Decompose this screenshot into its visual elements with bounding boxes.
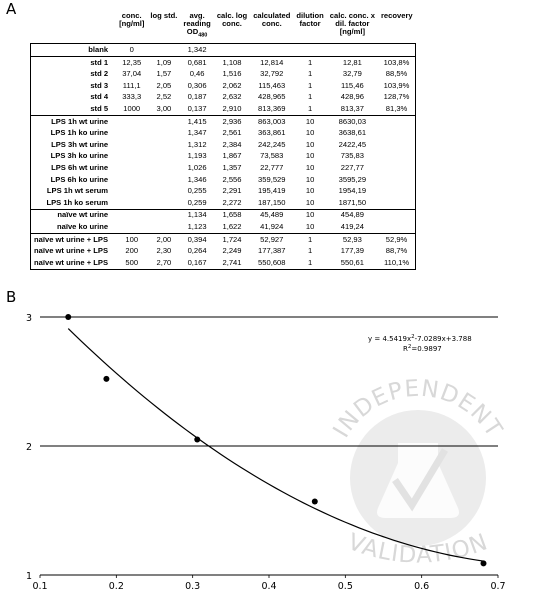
table-cell: 1,193	[187, 151, 207, 161]
header-cell	[147, 10, 180, 44]
y-tick-label: 2	[25, 442, 32, 453]
row-label: std 2	[31, 68, 117, 80]
table-cell: 1	[307, 92, 313, 102]
table-cell: 73,583	[260, 151, 284, 161]
data-point	[65, 314, 71, 320]
table-cell: 177,387	[258, 246, 286, 256]
table-cell: 454,89	[327, 209, 378, 221]
table-cell: 1,026	[187, 162, 207, 172]
y-tick-label: 1	[25, 571, 32, 582]
table-cell	[214, 44, 250, 57]
table-cell	[147, 209, 180, 221]
table-cell: 863,003	[250, 115, 293, 127]
table-cell: 419,24	[340, 221, 364, 231]
table-cell: 10	[305, 186, 315, 196]
table-cell: 1	[307, 246, 313, 256]
table-cell: 111,1	[122, 80, 141, 90]
table-cell	[147, 127, 180, 139]
x-tick-label: 0.5	[337, 581, 353, 592]
table-cell: 0,259	[187, 197, 207, 207]
table-row	[31, 245, 416, 257]
table-cell: 2422,45	[338, 139, 367, 149]
od-subscript: 480	[198, 32, 208, 39]
table-cell: 8630,03	[327, 115, 378, 127]
row-label: LPS 1h wt urine	[31, 115, 117, 127]
table-row	[31, 197, 416, 209]
table-cell: 428,965	[258, 92, 286, 102]
table-cell: 10	[305, 151, 315, 161]
table-cell: 88,7%	[378, 245, 416, 257]
row-label: naïve wt urine	[31, 209, 117, 221]
panel-label-b: B	[6, 288, 17, 306]
table-row	[31, 233, 416, 245]
header-cell	[31, 10, 117, 44]
table-cell	[147, 174, 180, 186]
table-row	[31, 68, 416, 80]
table-cell: 128,7%	[378, 92, 416, 104]
header-line: avg.	[189, 11, 205, 20]
table-cell: 3,00	[156, 104, 172, 113]
table-cell: 0	[116, 44, 147, 57]
header-line: log std.	[150, 11, 178, 20]
row-label: naïve wt urine + LPS	[31, 257, 117, 269]
table-row	[31, 56, 416, 68]
table-cell: 2,00	[147, 233, 180, 245]
table-cell: 1,108	[214, 56, 250, 68]
table-cell	[116, 151, 147, 163]
data-point	[312, 498, 318, 504]
table-cell: 735,83	[340, 151, 364, 161]
table-cell	[116, 197, 147, 209]
header-line: [ng/ml]	[339, 26, 366, 36]
table-cell: 52,93	[327, 233, 378, 245]
table-cell: 1,134	[180, 209, 213, 221]
table-row	[31, 127, 416, 139]
table-cell: 1	[307, 69, 313, 79]
table-cell: 2,291	[222, 186, 242, 196]
table-cell	[378, 162, 416, 174]
header-line: factor	[299, 18, 321, 28]
table-cell	[378, 221, 416, 233]
table-cell: 3638,61	[338, 128, 367, 138]
x-axis	[32, 575, 505, 592]
table-cell: 0,306	[187, 80, 207, 90]
table-cell: 363,861	[258, 128, 286, 138]
header-cell	[180, 10, 213, 44]
table-cell: 12,814	[250, 56, 293, 68]
row-label: LPS 6h wt urine	[31, 162, 117, 174]
table-cell: 0,137	[187, 104, 207, 113]
data-point	[194, 437, 200, 443]
table-cell	[327, 44, 378, 57]
table-cell: 1,342	[180, 44, 213, 57]
table-cell: 1,658	[214, 209, 250, 221]
row-label: LPS 1h wt serum	[31, 185, 117, 197]
y-axis	[26, 313, 32, 582]
table-cell: 10	[305, 139, 315, 149]
table-cell	[116, 127, 147, 139]
header-line: reading	[183, 18, 211, 28]
x-tick-label: 0.3	[185, 581, 201, 592]
table-cell: 0,46	[189, 69, 205, 79]
row-label: naïve ko urine	[31, 221, 117, 233]
table-cell: 195,419	[258, 186, 286, 196]
table-cell: 550,61	[327, 257, 378, 269]
table-cell: 12,35	[116, 56, 147, 68]
row-label: LPS 3h ko urine	[31, 151, 117, 163]
table-cell: 1,867	[222, 151, 242, 161]
header-line: calc. log	[216, 11, 248, 20]
table-cell: 115,46	[341, 80, 364, 90]
table-cell: 10	[305, 221, 315, 231]
watermark-top-text: INDEPENDENT	[328, 375, 508, 443]
table-cell: 10	[305, 174, 315, 184]
table-cell: 0,394	[180, 233, 213, 245]
watermark-logo	[329, 376, 508, 569]
header-cell	[250, 10, 293, 44]
table-cell	[116, 174, 147, 186]
row-label: naïve wt urine + LPS	[31, 233, 117, 245]
table-cell	[116, 209, 147, 221]
table-cell	[378, 44, 416, 57]
table-cell: 1	[293, 233, 326, 245]
table-cell: 200	[125, 246, 139, 256]
x-tick-label: 0.1	[32, 581, 48, 592]
table-cell	[378, 197, 416, 209]
header-line: dil. factor	[335, 18, 370, 28]
table-cell: 88,5%	[378, 68, 416, 80]
header-cell	[214, 10, 250, 44]
table-row	[31, 174, 416, 186]
table-cell: 1000	[123, 104, 141, 113]
table-cell: 1,415	[180, 115, 213, 127]
table-cell: 2,936	[214, 115, 250, 127]
table-cell: 1	[307, 80, 313, 90]
x-tick-label: 0.6	[414, 581, 430, 592]
table-cell	[147, 185, 180, 197]
table-row	[31, 80, 416, 92]
table-cell	[147, 139, 180, 151]
table-cell: 227,77	[340, 162, 364, 172]
table-cell: 813,37	[340, 104, 364, 113]
header-line: conc.	[261, 18, 282, 28]
table-row	[31, 257, 416, 269]
table-row	[31, 139, 416, 151]
table-cell: 1,09	[147, 56, 180, 68]
table-cell	[250, 44, 293, 57]
table-cell: 1,312	[187, 139, 207, 149]
table-cell	[378, 209, 416, 221]
table-cell: 12,81	[327, 56, 378, 68]
table-cell: 242,245	[258, 139, 286, 149]
table-cell: 52,927	[250, 233, 293, 245]
table-cell: 1,57	[156, 69, 172, 79]
header-cell	[378, 10, 416, 44]
table-cell: 550,608	[250, 257, 293, 269]
table-cell: 2,30	[156, 246, 172, 256]
header-line: calculated	[253, 11, 291, 20]
table-cell: 2,632	[222, 92, 242, 102]
table-cell	[378, 127, 416, 139]
table-cell: 2,249	[222, 246, 242, 256]
table-cell: 37,04	[122, 69, 142, 79]
x-tick-label: 0.7	[490, 581, 506, 592]
table-cell: 2,52	[156, 92, 172, 102]
row-label: naïve wt urine + LPS	[31, 245, 117, 257]
y-tick-label: 3	[25, 313, 32, 324]
table-cell: 22,777	[260, 162, 284, 172]
trend-equation: $y = 4.5419x^2-7.0289x+3.788$	[368, 334, 472, 343]
table-cell: 2,910	[222, 104, 242, 113]
x-tick-label: 0.2	[108, 581, 124, 592]
table-cell	[147, 115, 180, 127]
table-cell: 115,463	[258, 80, 286, 90]
table-cell: 100	[116, 233, 147, 245]
table-row	[31, 115, 416, 127]
header-line: conc.	[121, 11, 142, 20]
table-cell: 1871,50	[338, 197, 367, 207]
table-cell: 1,346	[187, 174, 207, 184]
table-cell: 3595,29	[338, 174, 367, 184]
table-cell: 10	[293, 209, 326, 221]
table-cell: 32,79	[342, 69, 362, 79]
table-cell: 52,9%	[378, 233, 416, 245]
table-cell: 0,187	[187, 92, 207, 102]
table-cell: 359,529	[258, 174, 286, 184]
row-label: std 5	[31, 103, 117, 115]
table-cell: 1,724	[214, 233, 250, 245]
table-row	[31, 162, 416, 174]
table-cell: 1,357	[222, 162, 242, 172]
table-row	[31, 185, 416, 197]
table-row	[31, 92, 416, 104]
header-line: dilution	[296, 11, 324, 20]
header-line: conc.	[222, 18, 242, 28]
table-cell: 10	[305, 128, 315, 138]
table-cell	[378, 151, 416, 163]
row-label: std 1	[31, 56, 117, 68]
table-cell: 2,062	[222, 80, 242, 90]
table-cell: 500	[116, 257, 147, 269]
header-line: [ng/ml]	[119, 18, 145, 28]
table-cell: 2,741	[214, 257, 250, 269]
table-cell: 1	[307, 104, 313, 113]
table-cell: 1,622	[222, 221, 242, 231]
row-label: LPS 3h wt urine	[31, 139, 117, 151]
table-cell: 32,792	[260, 69, 284, 79]
table-cell: 10	[305, 197, 315, 207]
table-cell	[116, 221, 147, 233]
table-cell	[147, 162, 180, 174]
table-cell	[378, 185, 416, 197]
data-point	[480, 560, 486, 566]
table-cell: 0,255	[187, 186, 207, 196]
table-cell	[147, 221, 180, 233]
table-cell: 81,3%	[378, 103, 416, 115]
row-label: std 4	[31, 92, 117, 104]
row-label: LPS 6h ko urine	[31, 174, 117, 186]
table-cell	[378, 139, 416, 151]
header-cell	[116, 10, 147, 44]
table-cell: 103,8%	[378, 56, 416, 68]
table-cell: 41,924	[260, 221, 284, 231]
table-row	[31, 151, 416, 163]
table-cell: 10	[305, 162, 315, 172]
results-table	[30, 10, 416, 270]
row-label: LPS 1h ko serum	[31, 197, 117, 209]
header-line: recovery	[380, 11, 413, 20]
table-cell: 2,384	[222, 139, 242, 149]
x-tick-label: 0.4	[261, 581, 277, 592]
table-row	[31, 103, 416, 115]
table-cell: 813,369	[258, 104, 286, 113]
table-cell: 1,347	[187, 128, 207, 138]
table-cell: 1	[293, 257, 326, 269]
table-cell	[147, 44, 180, 57]
header-line: $OD_{480}$	[186, 26, 208, 39]
row-label: LPS 1h ko urine	[31, 127, 117, 139]
table-row	[31, 221, 416, 233]
table-cell: 10	[293, 115, 326, 127]
table-cell: 0,681	[180, 56, 213, 68]
table-cell	[116, 185, 147, 197]
table-header-row	[31, 10, 416, 44]
table-cell: 1,123	[187, 221, 207, 231]
panel-label-a: A	[6, 0, 17, 18]
table-cell: 187,150	[258, 197, 286, 207]
table-cell	[116, 139, 147, 151]
table-row	[31, 209, 416, 221]
watermark-bottom-text: VALIDATION	[344, 529, 492, 569]
table-cell	[147, 197, 180, 209]
table-cell: 428,96	[340, 92, 364, 102]
table-row	[31, 44, 416, 57]
header-cell	[327, 10, 378, 44]
table-body	[31, 44, 416, 269]
table-cell	[378, 174, 416, 186]
table-cell: 177,39	[340, 246, 364, 256]
table-cell	[116, 162, 147, 174]
table-cell: 45,489	[250, 209, 293, 221]
header-cell	[293, 10, 326, 44]
row-label: std 3	[31, 80, 117, 92]
table-cell: 2,05	[156, 80, 172, 90]
table-cell: 1954,19	[338, 186, 367, 196]
table-cell: 0,264	[187, 246, 207, 256]
standard-curve-chart	[0, 300, 539, 599]
table-cell: 1,516	[222, 69, 242, 79]
table-cell: 2,70	[147, 257, 180, 269]
trend-r-squared: $R^2=0.9897$	[403, 344, 442, 353]
table-cell: 103,9%	[378, 80, 416, 92]
table-cell: 0,167	[180, 257, 213, 269]
table-cell	[147, 151, 180, 163]
table-cell: 2,272	[222, 197, 242, 207]
table-cell: 333,3	[122, 92, 142, 102]
data-point	[103, 376, 109, 382]
table-cell	[293, 44, 326, 57]
row-label: blank	[31, 44, 117, 57]
table-cell: 2,561	[222, 128, 242, 138]
table-cell: 1	[293, 56, 326, 68]
table-cell: 2,556	[222, 174, 242, 184]
table-cell: 110,1%	[378, 257, 416, 269]
table-cell	[116, 115, 147, 127]
header-line: calc. conc. x	[329, 11, 375, 20]
table-cell	[378, 115, 416, 127]
